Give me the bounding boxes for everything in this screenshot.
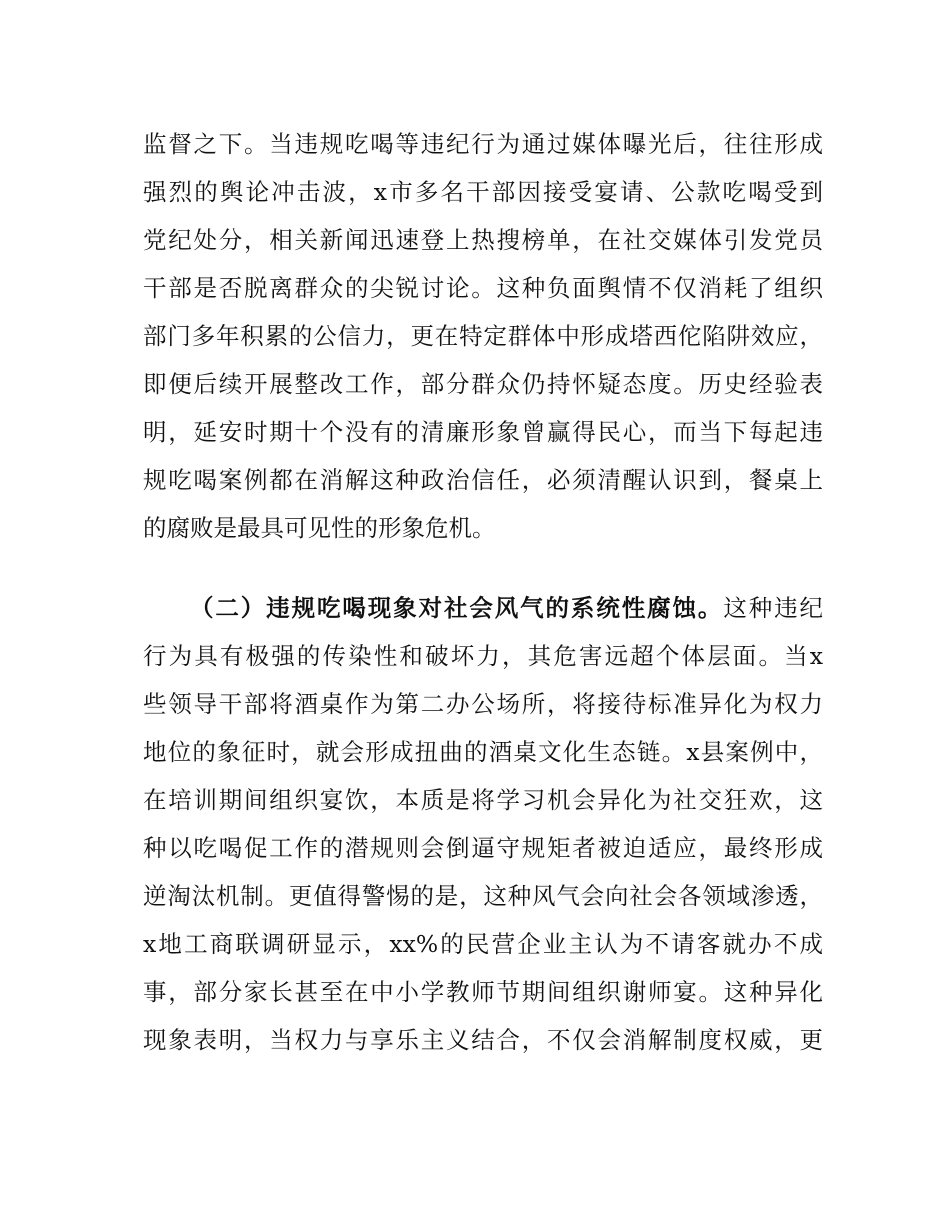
paragraph-line: 的腐败是最具可见性的形象危机。 xyxy=(143,514,496,542)
section-heading: （二）违规吃喝现象对社会风气的系统性腐蚀。 xyxy=(190,594,724,622)
paragraph-line: 规吃喝案例都在消解这种政治信任，必须清醒认识到，餐桌上 xyxy=(143,466,823,494)
paragraph-line: 事，部分家长甚至在中小学教师节期间组织谢师宴。这种异化 xyxy=(143,978,823,1006)
paragraph-line: 党纪处分，相关新闻迅速登上热搜榜单，在社交媒体引发党员 xyxy=(143,226,823,254)
paragraph-line: 现象表明，当权力与享乐主义结合，不仅会消解制度权威，更 xyxy=(143,1026,823,1054)
paragraph-line: 逆淘汰机制。更值得警惕的是，这种风气会向社会各领域渗透， xyxy=(143,882,823,910)
paragraph-line: 地位的象征时，就会形成扭曲的酒桌文化生态链。x县案例中， xyxy=(143,738,823,766)
paragraph-line: 些领导干部将酒桌作为第二办公场所，将接待标准异化为权力 xyxy=(143,690,823,718)
paragraph-line: 部门多年积累的公信力，更在特定群体中形成塔西佗陷阱效应， xyxy=(143,322,823,350)
paragraph-line: 种以吃喝促工作的潜规则会倒逼守规矩者被迫适应，最终形成 xyxy=(143,834,823,862)
paragraph-first-line xyxy=(190,588,823,628)
paragraph-line: 在培训期间组织宴饮，本质是将学习机会异化为社交狂欢，这 xyxy=(143,786,823,814)
paragraph-line: x地工商联调研显示，xx%的民营企业主认为不请客就办不成 xyxy=(143,930,823,958)
paragraph-line: 干部是否脱离群众的尖锐讨论。这种负面舆情不仅消耗了组织 xyxy=(143,274,823,302)
paragraph-line: 强烈的舆论冲击波，x市多名干部因接受宴请、公款吃喝受到 xyxy=(143,178,823,206)
paragraph-line: 行为具有极强的传染性和破坏力，其危害远超个体层面。当x xyxy=(143,642,823,670)
heading-continuation: 这种违纪 xyxy=(723,594,823,622)
paragraph-line: 明，延安时期十个没有的清廉形象曾赢得民心，而当下每起违 xyxy=(143,418,823,446)
paragraph-line: 即便后续开展整改工作，部分群众仍持怀疑态度。历史经验表 xyxy=(143,370,823,398)
paragraph-line: 监督之下。当违规吃喝等违纪行为通过媒体曝光后，往往形成 xyxy=(143,130,823,158)
